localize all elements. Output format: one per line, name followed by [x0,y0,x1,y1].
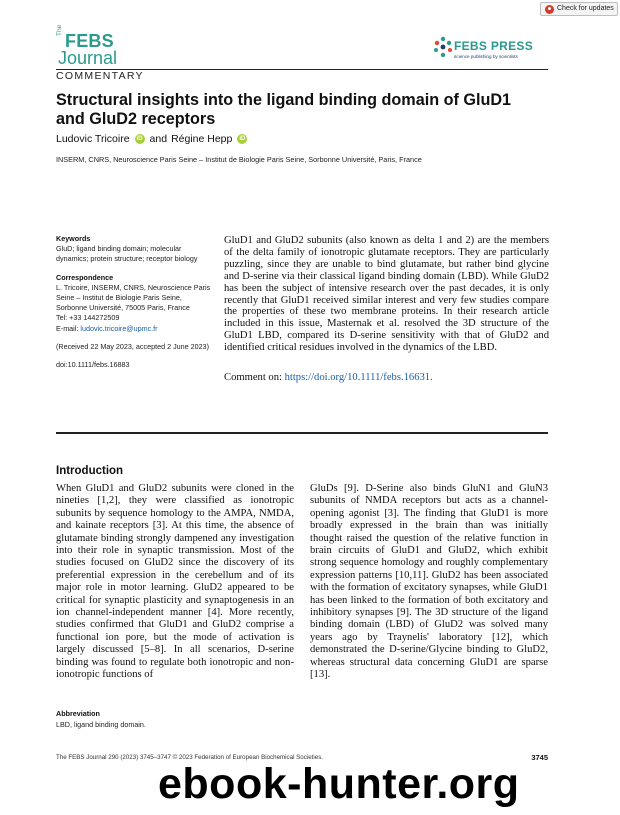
keywords-text: GluD; ligand binding domain; molecular dynamics; protein structure; receptor biology [56,244,198,264]
orcid-icon[interactable]: iD [136,136,143,142]
article-title: Structural insights into the ligand binding domain of GluD1 and GluD2 receptors [56,91,512,128]
section-type: COMMENTARY [56,70,144,82]
correspondence-email [56,324,211,334]
comment-label: Comment on: [224,372,285,383]
correspondence-address: L. Tricoire, INSERM, CNRS, Neuroscience Paris Seine – Institut de Biologie Paris Seine, Sorbonne Université, 75005 Paris, France [56,282,211,313]
check-updates-label: Check for updates [557,5,614,12]
introduction-column-right: GluDs [9]. D-Serine also binds GluN1 and GluN3 subunits of NMDA receptors but acts as a channel-opening agonist [3]. The finding that GluD1 is more broadly expressed in the brain than was initially thought raised the question of the relative function in brain circuits of GluD1 and GluD2, which exhibit strong sequence homology and roughly complementary expression patterns [10,11]. GluD2 has been associated with the formation of excitatory synapses, while GluD1 has been linked to the formation of both excitatory and inhibitory synapses [9]. The 3D structure of the ligand binding domain (LBD) of GluD2 was solved many years ago by Traynelis' laboratory [12], which demonstrated the D-serine/Glycine binding to GluD2, whereas structural data concerning GluD1 are sparse [13]. [310,483,548,681]
watermark: ebook-hunter.org [158,760,520,808]
keywords-heading: Keywords [56,234,91,243]
article-doi: doi:10.1111/febs.16883 [56,360,130,370]
author-conjunction: and [149,133,168,145]
author-name: Régine Hepp [171,133,233,145]
author-name: Ludovic Tricoire [56,133,130,145]
page-number: 3745 [531,753,548,762]
comment-link[interactable]: https://doi.org/10.1111/febs.16631. [284,372,433,383]
correspondence-heading: Correspondence [56,272,114,282]
logo-febs: FEBS [65,31,114,51]
affiliation: INSERM, CNRS, Neuroscience Paris Seine – Institut de Biologie Paris Seine, Sorbonne Université, Paris, France [56,155,422,164]
comment-on [224,372,433,383]
orcid-icon[interactable]: iD [239,136,246,142]
correspondence-tel: Tel: +33 144272509 [56,313,120,323]
febs-press-logo [433,36,549,66]
introduction-column-left: When GluD1 and GluD2 subunits were cloned in the nineties [1,2], they were classified as ionotropic subunits by sequence homology to the AMPA, NMDA, and kainate receptors [3]. At this time, the absence of glutamate binding strongly dampened any investigation into their role in synaptic transmission. Most of the studies focused on GluD2 since the discovery of its preferential expression in the cerebellum and of its major role in motor learning. GluD2 appeared to be critical for synaptic plasticity and synaptogenesis in an ion channel-independent manner [4]. More recently, studies confirmed that GluD1 and GluD2 comprise a functional ion pore, but the mode of activation is largely discussed [5–8]. In all scenarios, D-serine binding was found to regulate both ionotropic and non-ionotropic functions of [56,483,294,681]
abstract-text: GluD1 and GluD2 subunits (also known as delta 1 and 2) are the members of the delta family of ionotropic glutamate receptors. They are particularly puzzling, since they are unable to bind glutamate, but rather bind glycine and D-serine via their classical ligand binding domain (LBD). While GluD2 has been the subject of intensive research over the past decades, it is only recently that GluD1 received similar interest and very few studies compare the properties of these two membrane proteins. In their research article included in this issue, Masternak et al. resolved the 3D structure of the GluD1 LBD, compared its D-serine sensitivity with that of GluD2 and identified critical residues involved in the dynamics of the LBD. [224,235,549,354]
article-sidebar [56,234,211,370]
introduction-heading: Introduction [56,465,124,477]
abbreviation-block [56,709,146,730]
press-tagline: science publishing by scientists [454,54,518,59]
check-updates-icon [545,5,554,14]
email-link[interactable]: ludovic.tricoire@upmc.fr [80,323,158,333]
section-rule [56,432,548,434]
febs-journal-logo [56,24,156,73]
logo-journal: Journal [58,48,118,68]
press-name: FEBS PRESS [454,39,534,53]
received-dates: (Received 22 May 2023, accepted 2 June 2023) [56,341,210,351]
abbreviation-text: LBD, ligand binding domain. [56,719,146,729]
email-label: E-mail: [56,323,81,333]
author-list [56,133,252,145]
logo-the: The [56,24,63,36]
footer-citation: The FEBS Journal 290 (2023) 3745–3747 © 2023 Federation of European Biochemical Societies. [56,754,324,761]
febs-press-dots-icon [433,36,453,60]
abbreviation-heading: Abbreviation [56,709,100,718]
check-for-updates-button[interactable] [540,2,618,16]
